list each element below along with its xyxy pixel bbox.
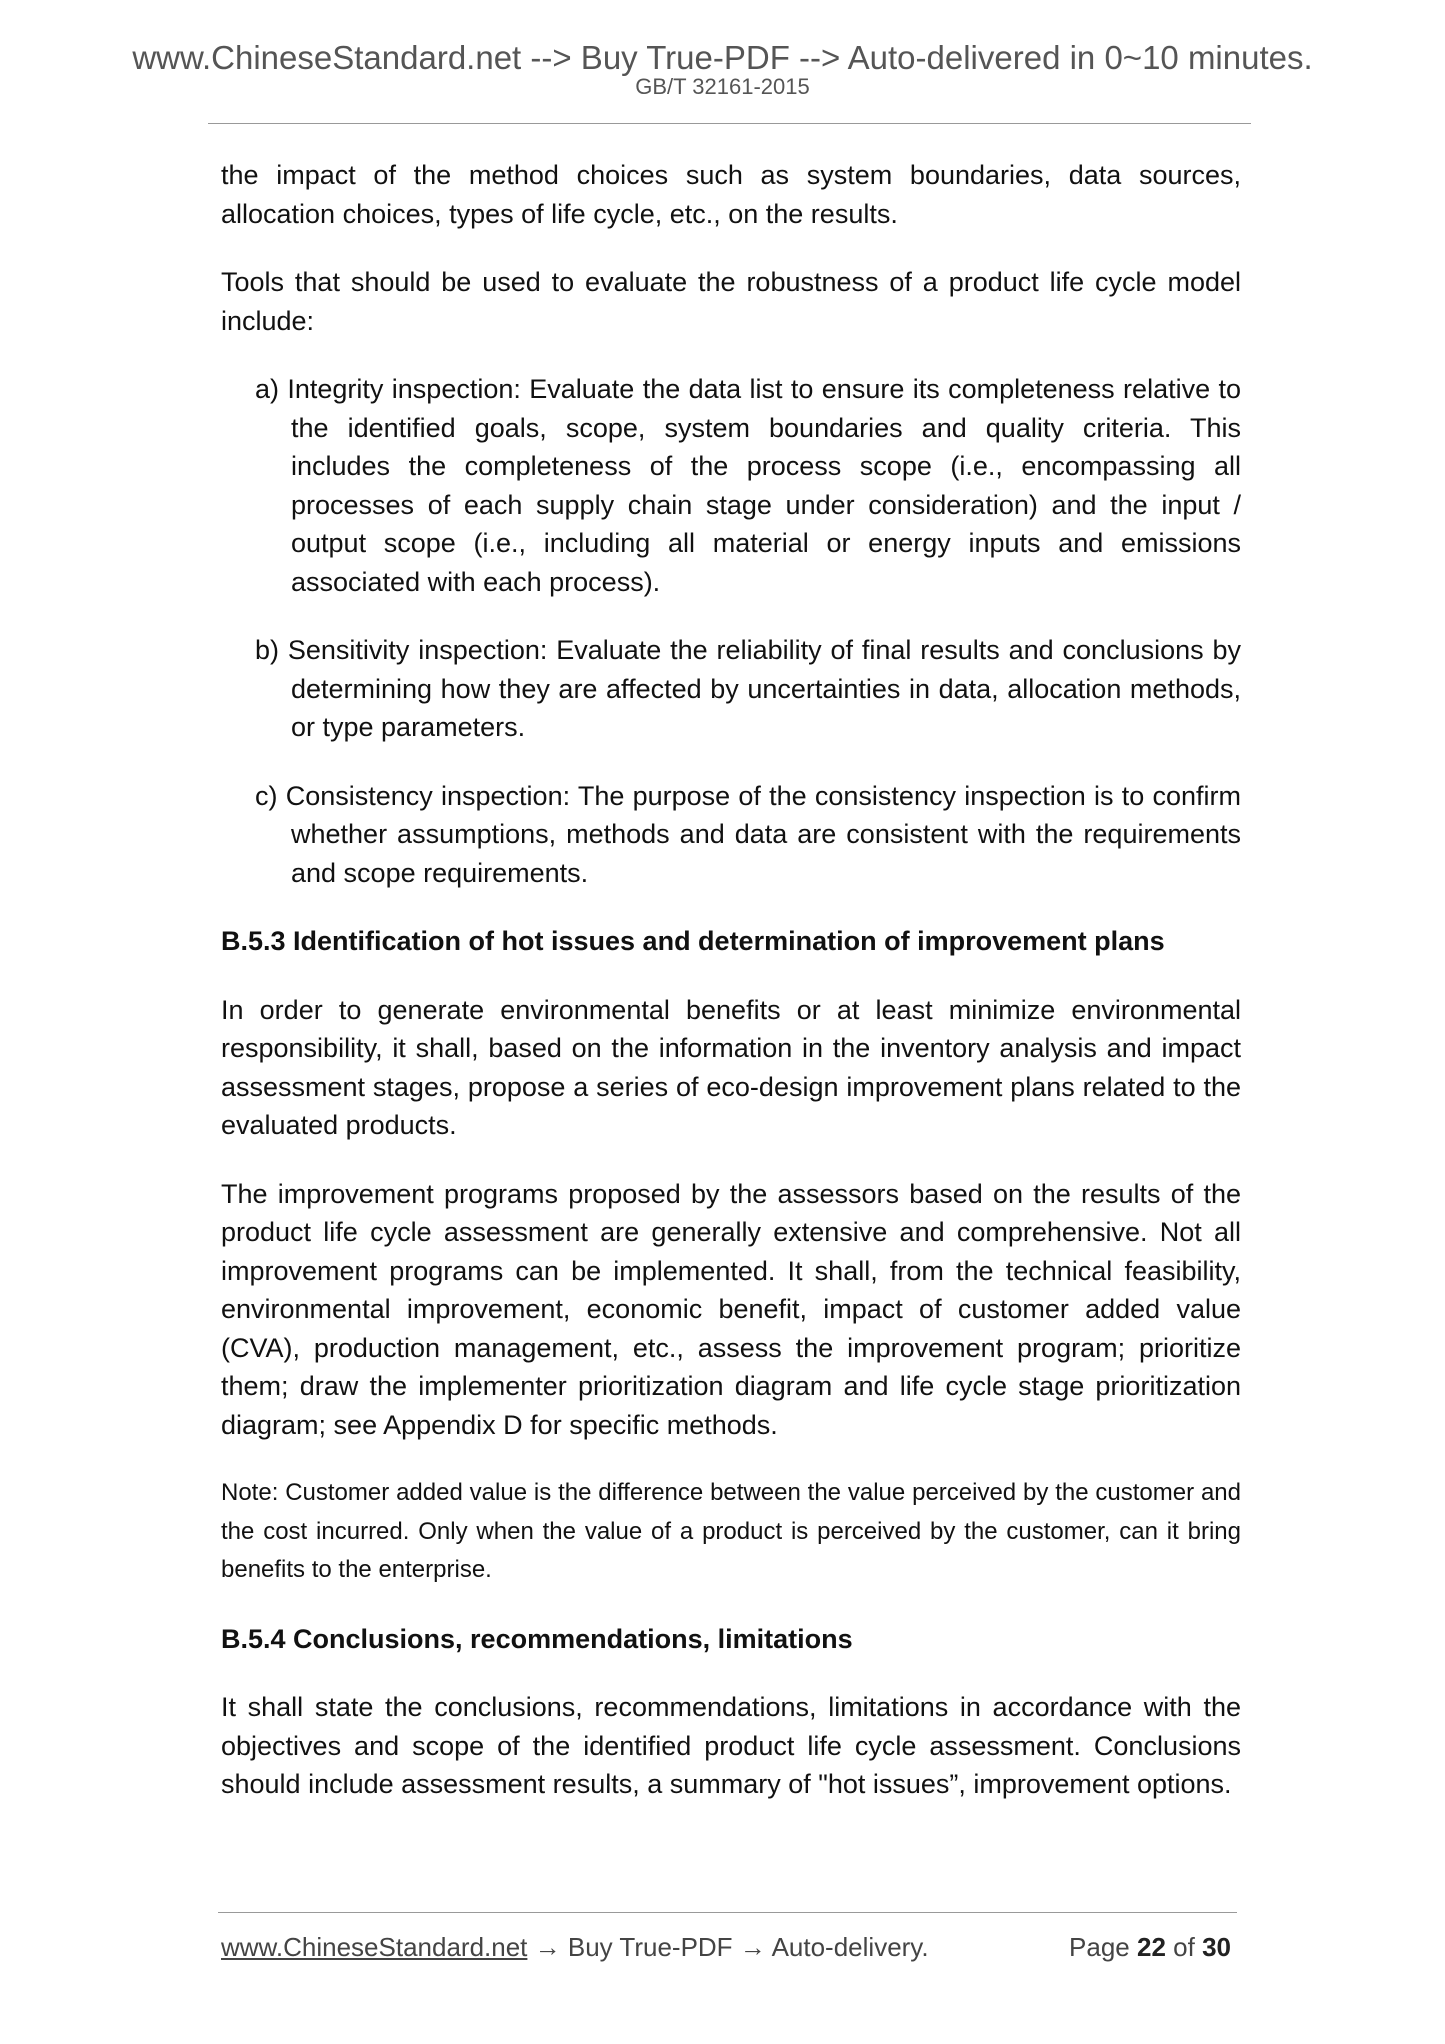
list-item-consistency: c) Consistency inspection: The purpose of the consistency inspection is to confirm whether assumptions, methods and data are consistent with the requirements and scope requirements. (255, 780, 1241, 888)
list-item-integrity: a) Integrity inspection: Evaluate the data list to ensure its completeness relative to the identified goals, scope, system boundaries and quality criteria. This includes the completeness of the process scope (i.e., encompassing all processes of each supply chain stage under consideration) and the input / output scope (i.e., including all material or energy inputs and emissions associated with each process). (255, 374, 1241, 597)
document-body (221, 156, 1241, 1834)
section-heading-b53: B.5.3 Identification of hot issues and determination of improvement plans (221, 926, 1165, 956)
note-customer-added-value: Note: Customer added value is the difference between the value perceived by the customer and the cost incurred. Only when the value of a product is perceived by the customer, can it bring benefits to the enterprise. (221, 1479, 1241, 1583)
page-current: 22 (1137, 1932, 1166, 1962)
footer-website-link[interactable]: www.ChineseStandard.net (221, 1932, 528, 1962)
section-heading-b54: B.5.4 Conclusions, recommendations, limitations (221, 1623, 853, 1654)
page-word: Page (1069, 1932, 1130, 1962)
paragraph-conclusions: It shall state the conclusions, recommendations, limitations in accordance with the objectives and scope of the identified product life cycle assessment. Conclusions should include assessment results, a summary of "hot issues”, improvement options. (221, 1692, 1241, 1799)
top-banner: www.ChineseStandard.net --> Buy True-PDF --> Auto-delivered in 0~10 minutes. (132, 39, 1313, 76)
footer-divider (218, 1912, 1237, 1913)
paragraph-environmental-benefits: In order to generate environmental benefits or at least minimize environmental responsibility, it shall, based on the information in the inventory analysis and impact assessment stages, propose a series of eco-design improvement plans related to the evaluated products. (221, 994, 1241, 1140)
standard-code: GB/T 32161-2015 (635, 74, 810, 99)
list-item-sensitivity: b) Sensitivity inspection: Evaluate the reliability of final results and conclusions by determining how they are affected by uncertainties in data, allocation methods, or type parameters. (255, 635, 1241, 742)
paragraph-improvement-programs: The improvement programs proposed by the assessors based on the results of the product life cycle assessment are generally extensive and comprehensive. Not all improvement programs can be implemented. It shall, from the technical feasibility, environmental improvement, economic benefit, impact of customer added value (CVA), production management, etc., assess the improvement program; prioritize them; draw the implementer prioritization diagram and life cycle stage prioritization diagram; see Appendix D for specific methods. (221, 1178, 1241, 1440)
footer-left (221, 1930, 929, 1964)
paragraph-tools-intro: Tools that should be used to evaluate the robustness of a product life cycle model include: (221, 267, 1241, 336)
page-number (1069, 1930, 1231, 1964)
header-divider (208, 123, 1251, 124)
footer-tagline: → Buy True-PDF → Auto-delivery. (527, 1932, 929, 1962)
paragraph-method-impact: the impact of the method choices such as system boundaries, data sources, allocation choices, types of life cycle, etc., on the results. (221, 160, 1241, 229)
page-of: of (1173, 1932, 1195, 1962)
page-total: 30 (1202, 1932, 1231, 1962)
